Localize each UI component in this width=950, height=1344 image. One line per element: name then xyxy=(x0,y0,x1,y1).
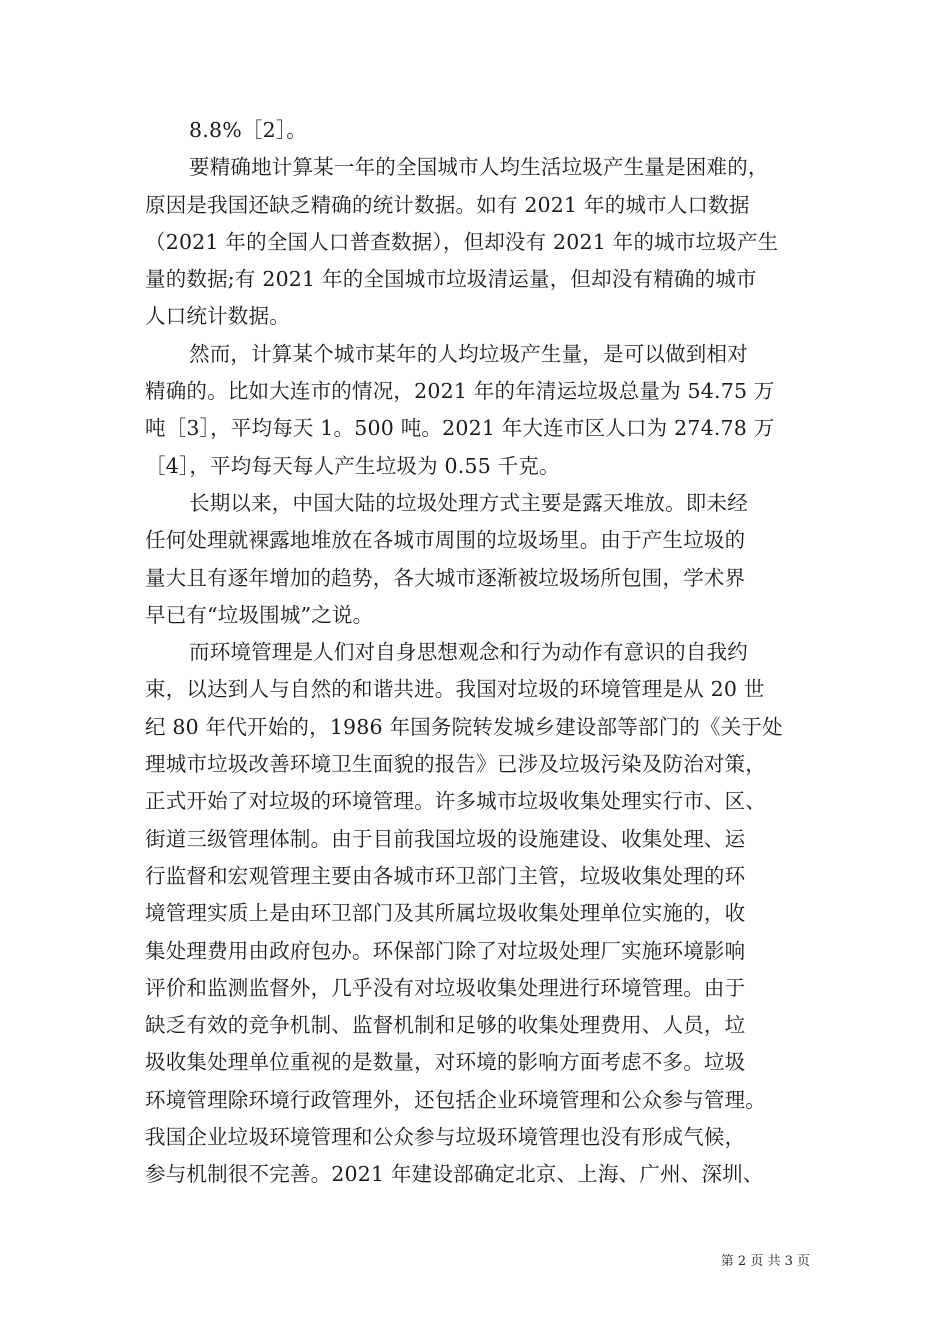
text-line: 早已有“垃圾围城”之说。 xyxy=(145,602,374,627)
text-line: 环境管理除环境行政管理外，还包括企业环境管理和公众参与管理。 xyxy=(145,1087,766,1112)
text-line: 精确的。比如大连市的情况，2021 年的年清运垃圾总量为 54.75 万 xyxy=(145,379,775,404)
text-line: 圾收集处理单位重视的是数量，对环境的影响方面考虑不多。垃圾 xyxy=(145,1050,746,1075)
document-body xyxy=(145,112,825,1194)
text-line: 纪 80 年代开始的，1986 年国务院转发城乡建设部等部门的《关于处 xyxy=(145,714,783,739)
page-number: 第 2 页 共 3 页 xyxy=(720,1254,810,1269)
text-line: 束，以达到人与自然的和谐共进。我国对垃圾的环境管理是从 20 世 xyxy=(145,677,765,702)
text-line: 街道三级管理体制。由于目前我国垃圾的设施建设、收集处理、运 xyxy=(145,826,746,851)
text-line: 8.8%［2］。 xyxy=(189,118,307,142)
text-line: 要精确地计算某一年的全国城市人均生活垃圾产生量是困难的， xyxy=(189,155,769,180)
paragraph xyxy=(145,112,825,149)
text-line: 我国企业垃圾环境管理和公众参与垃圾环境管理也没有形成气候， xyxy=(145,1125,746,1150)
paragraph xyxy=(145,149,825,335)
text-line: 量的数据;有 2021 年的全国城市垃圾清运量，但却没有精确的城市 xyxy=(145,267,757,292)
text-line: 人口统计数据。 xyxy=(145,304,290,329)
text-line: 长期以来，中国大陆的垃圾处理方式主要是露天堆放。即未经 xyxy=(189,490,748,515)
text-line: ［4］，平均每天每人产生垃圾为 0.55 千克。 xyxy=(145,453,560,478)
text-line: 行监督和宏观管理主要由各城市环卫部门主管，垃圾收集处理的环 xyxy=(145,863,746,888)
text-line: 量大且有逐年增加的趋势，各大城市逐渐被垃圾场所包围，学术界 xyxy=(145,565,746,590)
paragraph xyxy=(145,336,825,485)
text-line: 任何处理就裸露地堆放在各城市周围的垃圾场里。由于产生垃圾的 xyxy=(145,528,746,553)
text-line: 参与机制很不完善。2021 年建设部确定北京、上海、广州、深圳、 xyxy=(145,1162,764,1187)
text-line: 然而，计算某个城市某年的人均垃圾产生量，是可以做到相对 xyxy=(189,341,748,366)
text-line: 理城市垃圾改善环境卫生面貌的报告》已涉及垃圾污染及防治对策， xyxy=(145,752,766,777)
text-line: 评价和监测监督外，几乎没有对垃圾收集处理进行环境管理。由于 xyxy=(145,975,746,1000)
text-line: （2021 年的全国人口普查数据），但却没有 2021 年的城市垃圾产生 xyxy=(145,229,779,254)
text-line: 而环境管理是人们对自身思想观念和行为动作有意识的自我约 xyxy=(189,640,748,665)
text-line: 原因是我国还缺乏精确的统计数据。如有 2021 年的城市人口数据 xyxy=(145,192,750,217)
text-line: 境管理实质上是由环卫部门及其所属垃圾收集处理单位实施的，收 xyxy=(145,901,746,926)
text-line: 正式开始了对垃圾的环境管理。许多城市垃圾收集处理实行市、区、 xyxy=(145,789,766,814)
paragraph xyxy=(145,634,825,1193)
paragraph xyxy=(145,485,825,634)
text-line: 吨［3］，平均每天 1。500 吨。2021 年大连市区人口为 274.78 万 xyxy=(145,416,775,441)
text-line: 缺乏有效的竞争机制、监督机制和足够的收集处理费用、人员，垃 xyxy=(145,1013,746,1038)
text-line: 集处理费用由政府包办。环保部门除了对垃圾处理厂实施环境影响 xyxy=(145,938,746,963)
